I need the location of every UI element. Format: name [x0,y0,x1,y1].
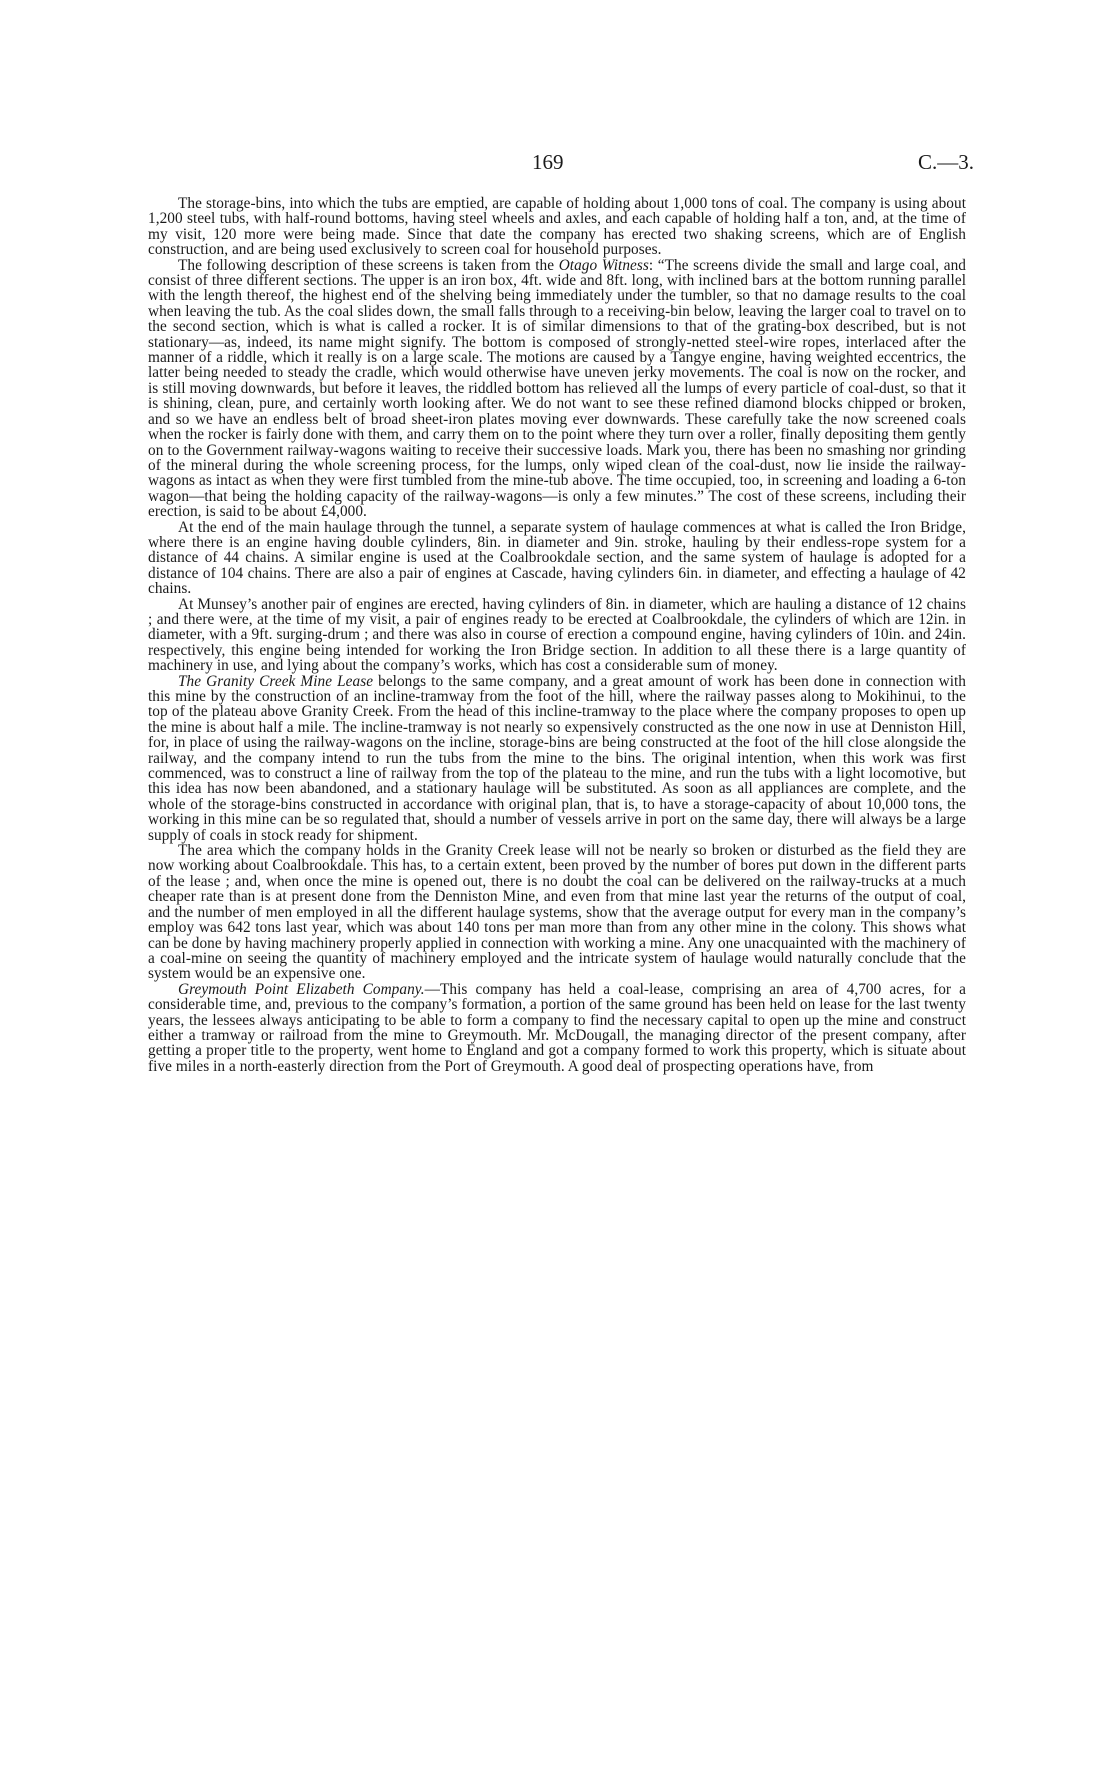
section-title-granity-creek: The Granity Creek Mine Lease [178,672,374,690]
paragraph-granity-creek-area: The area which the company holds in the Granity Creek lease will not be nearly so broken or disturbed as the field they are now working about Coalbrookdale. This has, to a certain extent, been proved by the number of bores put down in the different parts of the lease ; and, when once the mine is opened out, there is no doubt the coal can be delivered on the railway-trucks at a much cheaper rate than is at present done from the Denniston Mine, and even from that mine last year the returns of the output of coal, and the number of men employed in all the different haulage systems, show that the average output for every man in the company’s employ was 642 tons last year, which was about 140 tons per man more than from any other mine in the colony. This shows what can be done by having machinery properly applied in connection with working a mine. Any one unacquainted with the machinery of a coal-mine on seeing the quantity of machinery employed and the intricate system of haulage would naturally conclude that the system would be an expensive one. [148,842,966,983]
section-title-greymouth: Greymouth Point Elizabeth Company. [178,980,425,998]
page-header [0,150,1114,180]
page-number: 169 [532,150,564,174]
paragraph-greymouth-company: Greymouth Point Elizabeth Company.—This company has held a coal-lease, comprising an area of 4,700 acres, for a considerable time, and, previous to the company’s formation, a portion of the same ground has been held on lease for the last twenty years, the lessees always anticipating to be able to form a company to find the necessary capital to open up the mine and construct either a tramway or railroad from the mine to Greymouth. Mr. McDougall, the managing director of the present company, after getting a proper title to the property, went home to England and got a company formed to work this property, which is situate about five miles in a north-easterly direction from the Port of Greymouth. A good deal of prospecting operations have, from [148,980,966,1075]
paragraph-granity-creek-lease: The Granity Creek Mine Lease belongs to the same company, and a great amount of work has been done in connection with this mine by the construction of an incline-tramway from the foot of the hill, where the railway passes along to Mokihinui, to the top of the plateau above Granity Creek. From the head of this incline-tramway to the place where the company proposes to open up the mine is about half a mile. The incline-tramway is not nearly so expensively constructed as the one now in use at Denniston Hill, for, in place of using the railway-wagons on the incline, storage-bins are being constructed at the foot of the hill close alongside the railway, and the company intend to run the tubs from the mine to the bins. The original intention, when this work was first commenced, was to construct a line of railway from the top of the plateau to the mine, and run the tubs with a light locomotive, but this idea has now been abandoned, and a stationary haulage will be substituted. As soon as all appliances are complete, and the whole of the storage-bins constructed in accordance with original plan, that is, to have a storage-capacity of about 10,000 tons, the working in this mine can be so regulated that, should a number of vessels arrive in port on the same day, there will always be a large supply of coals in stock ready for shipment. [148,672,966,844]
paragraph-screens-description: The following description of these screens is taken from the Otago Witness: “The screens divide the small and large coal, and consist of three different sections. The upper is an iron box, 4ft. wide and 8ft. long, with inclined bars at the bottom running parallel with the length thereof, the highest end of the shelving being immediately under the tumbler, so that no damage results to the coal when leaving the tub. As the coal slides down, the small falls through to a receiving-bin below, leaving the larger coal to travel on to the second section, which is what is called a rocker. It is of similar dimensions to that of the grating-box described, but is not stationary—as, indeed, its name might signify. The bottom is composed of strongly-netted steel-wire ropes, interlaced after the manner of a riddle, which it really is on a large scale. The motions are caused by a Tangye engine, having weighted eccentrics, the latter being needed to steady the cradle, which would otherwise have uneven jerky movements. The coal is now on the rocker, and is still moving downwards, but before it leaves, the riddled bottom has relieved all the lumps of every particle of coal-dust, so that it is shining, clean, pure, and certainly worth looking after. We do not want to see these refined diamond blocks chipped or broken, and so we have an endless belt of broad sheet-iron plates moving ever downwards. These carefully take the now screened coals when the rocker is fairly done with them, and carry them on to the point where they turn over a roller, finally depositing them gently on to the Government railway-wagons waiting to receive their successive loads. Mark you, there has been no smashing nor grinding of the mineral during the whole screening process, for the lumps, only wiped clean of the coal-dust, now lie inside the railway-wagons as intact as when they were first tumbled from the mine-tub above. The time occupied, too, in screening and loading a 6-ton wagon—that being the holding capacity of the railway-wagons—is only a few minutes.” The cost of these screens, including their erection, is said to be about £4,000. [148,256,967,521]
paragraph-iron-bridge-haulage: At the end of the main haulage through the tunnel, a separate system of haulage commences at what is called the Iron Bridge, where there is an engine having double cylinders, 8in. in diameter and 9in. stroke, hauling by their endless-rope system for a distance of 44 chains. A similar engine is used at the Coalbrookdale section, and the same system of haulage is adopted for a distance of 104 chains. There are also a pair of engines at Cascade, having cylinders 6in. in diameter, and effecting a haulage of 42 chains. [148,518,966,598]
document-code: C.—3. [917,150,974,174]
paragraph-storage-bins: The storage-bins, into which the tubs are emptied, are capable of holding about 1,000 tons of coal. The company is using about 1,200 steel tubs, with half-round bottoms, having steel wheels and axles, and each capable of holding half a ton, and, at the time of my visit, 120 more were being made. Since that date the company has erected two shaking screens, which are of English construction, and are being used exclusively to screen coal for household purposes. [148,195,966,259]
body-text [148,196,966,1074]
paragraph-munseys-engines: At Munsey’s another pair of engines are erected, having cylinders of 8in. in diameter, which are hauling a distance of 12 chains ; and there were, at the time of my visit, a pair of engines ready to be erected at Coalbrookdale, the cylinders of which are 12in. in diameter, with a 9ft. surging-drum ; and there was also in course of erection a compound engine, having cylinders of 10in. and 24in. respectively, this engine being intended for working the Iron Bridge section. In addition to all these there is a large quantity of machinery in use, and lying about the company’s works, which has cost a considerable sum of money. [148,595,966,675]
publication-title: Otago Witness [558,256,649,274]
